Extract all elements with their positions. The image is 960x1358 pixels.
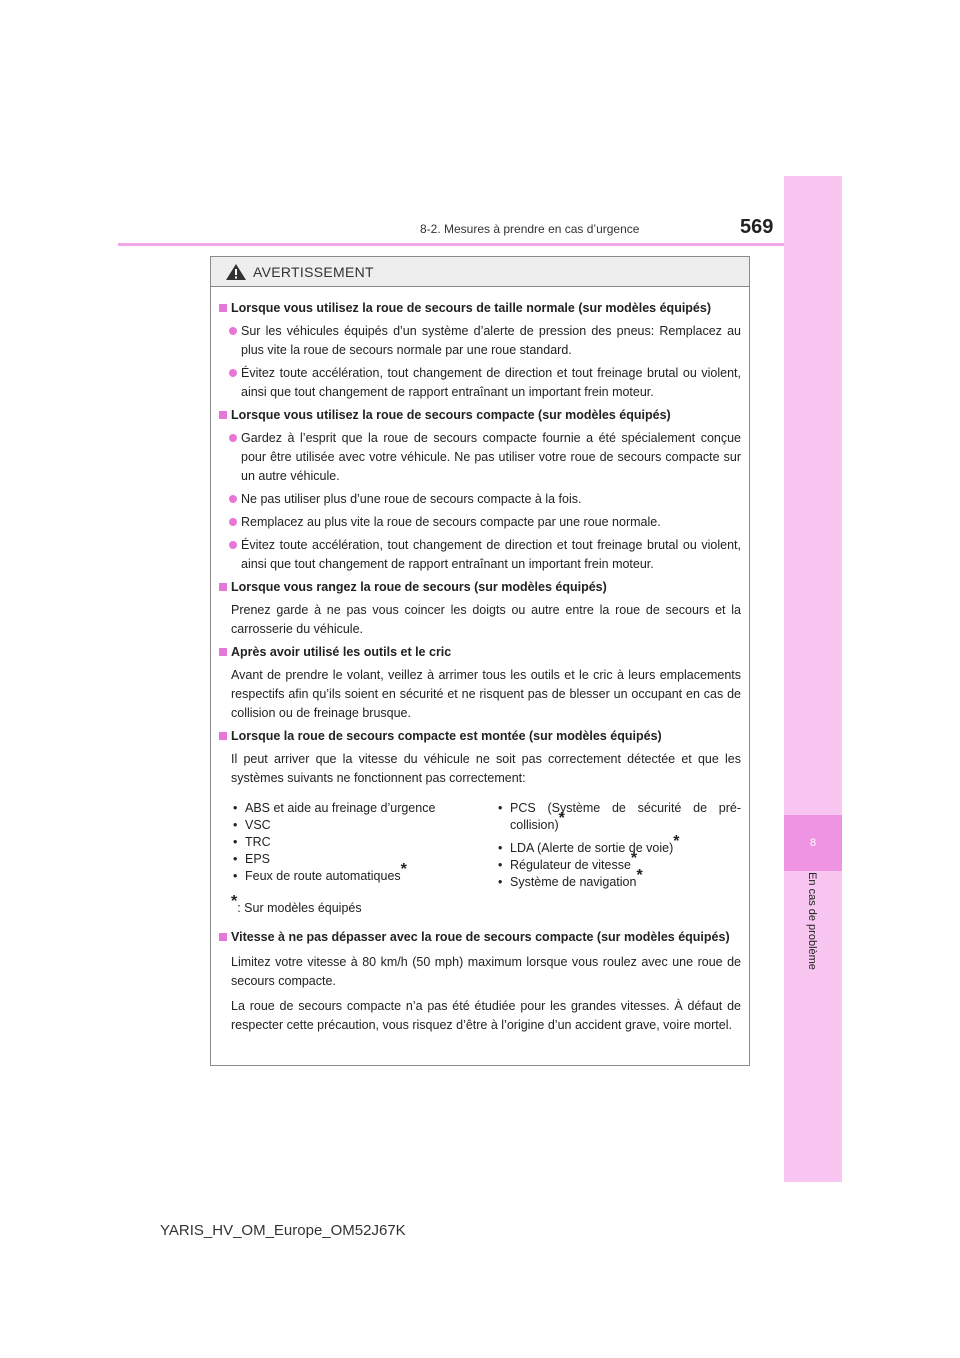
heading-storing-spare: Lorsque vous rangez la roue de secours (sur modèles équipés) — [219, 578, 741, 597]
paragraph: Il peut arriver que la vitesse du véhicule ne soit pas correctement détectée et que les systèmes suivants ne fonctionnent pas correctement: — [231, 752, 741, 785]
chapter-number-tab: 8 — [784, 815, 842, 871]
paragraph: Avant de prendre le volant, veillez à arrimer tous les outils et le cric à leurs emplacements respectifs afin qu’ils soient en sécurité et ne risquent pas de blesser un occupant en cas de collision ou de freinage brusque. — [231, 668, 741, 720]
list-item — [496, 867, 741, 891]
list-item: • VSC — [231, 817, 476, 834]
footnote-star: * — [558, 810, 565, 827]
bullet-item: Gardez à l’esprit que la roue de secours compacte fournie a été spécialement conçue pour être utilisée avec votre véhicule. Ne pas utiliser votre roue de secours compacte sur un autre véhicule. — [219, 429, 741, 486]
heading-after-tools: Après avoir utilisé les outils et le cric — [219, 643, 741, 662]
list-item — [496, 800, 741, 834]
list-item — [231, 861, 476, 885]
warning-header — [211, 257, 749, 287]
paragraph: La roue de secours compacte n’a pas été étudiée pour les grandes vitesses. À défaut de respecter cette précaution, vous risquez d’être à l’origine d’un accident grave, voire mortel. — [231, 999, 741, 1032]
list-item-text: PCS (Système de sécurité de pré-collision) — [510, 801, 741, 832]
heading-speed-limit: Vitesse à ne pas dépasser avec la roue de secours compacte (sur modèles équipés) — [219, 928, 741, 947]
bullet-item: Évitez toute accélération, tout changement de direction et tout freinage brutal ou violent, ainsi que tout changement de rapport entraînant un important frein moteur. — [219, 364, 741, 402]
systems-list — [219, 800, 741, 891]
list-item: • ABS et aide au freinage d’urgence — [231, 800, 476, 817]
systems-list-left — [231, 800, 476, 891]
footnote-star: * — [630, 850, 638, 867]
footnote-star: * — [673, 833, 680, 850]
warning-triangle-icon — [225, 263, 247, 281]
section-title: 8-2. Mesures à prendre en cas d’urgence — [420, 222, 640, 236]
list-item — [496, 850, 741, 874]
footnote — [219, 893, 741, 918]
list-item: • TRC — [231, 834, 476, 851]
list-item — [496, 833, 741, 857]
warning-title: AVERTISSEMENT — [253, 263, 374, 280]
bullet-item: Sur les véhicules équipés d’un système d’alerte de pression des pneus: Remplacez au plus vite la roue de secours normale par une roue standard. — [219, 322, 741, 360]
footnote-star: * — [400, 861, 407, 878]
footnote-star: * — [636, 867, 643, 884]
heading-compact-spare: Lorsque vous utilisez la roue de secours compacte (sur modèles équipés) — [219, 406, 741, 425]
footnote-star: * — [231, 893, 238, 910]
bullet-item: Ne pas utiliser plus d’une roue de secours compacte à la fois. — [219, 490, 741, 509]
footnote-text: : Sur modèles équipés — [237, 901, 362, 915]
header-divider — [118, 243, 784, 246]
warning-box — [210, 256, 750, 1066]
heading-normal-spare: Lorsque vous utilisez la roue de secours de taille normale (sur modèles équipés) — [219, 299, 741, 318]
warning-content — [211, 287, 749, 1035]
list-item-text: Feux de route automatiques — [245, 869, 401, 883]
chapter-label: En cas de problème — [806, 872, 818, 970]
list-item-text: Régulateur de vitesse — [510, 858, 631, 872]
bullet-item: Évitez toute accélération, tout changement de direction et tout freinage brutal ou violent, ainsi que tout changement de rapport entraînant un important frein moteur. — [219, 536, 741, 574]
page-number: 569 — [740, 216, 774, 238]
heading-compact-mounted: Lorsque la roue de secours compacte est montée (sur modèles équipés) — [219, 727, 741, 746]
bullet-item: Remplacez au plus vite la roue de secours compacte par une roue normale. — [219, 513, 741, 532]
paragraph: Limitez votre vitesse à 80 km/h (50 mph) maximum lorsque vous roulez avec une roue de secours compacte. — [231, 955, 741, 988]
paragraph: Prenez garde à ne pas vous coincer les doigts ou autre entre la roue de secours et la carrosserie du véhicule. — [231, 603, 741, 636]
systems-list-right — [476, 800, 741, 891]
side-tab-background — [784, 176, 842, 1182]
document-id: YARIS_HV_OM_Europe_OM52J67K — [160, 1222, 406, 1239]
list-item: • EPS — [231, 851, 476, 868]
list-item-text: Système de navigation — [510, 875, 637, 889]
list-item-text: LDA (Alerte de sortie de voie) — [510, 841, 674, 855]
